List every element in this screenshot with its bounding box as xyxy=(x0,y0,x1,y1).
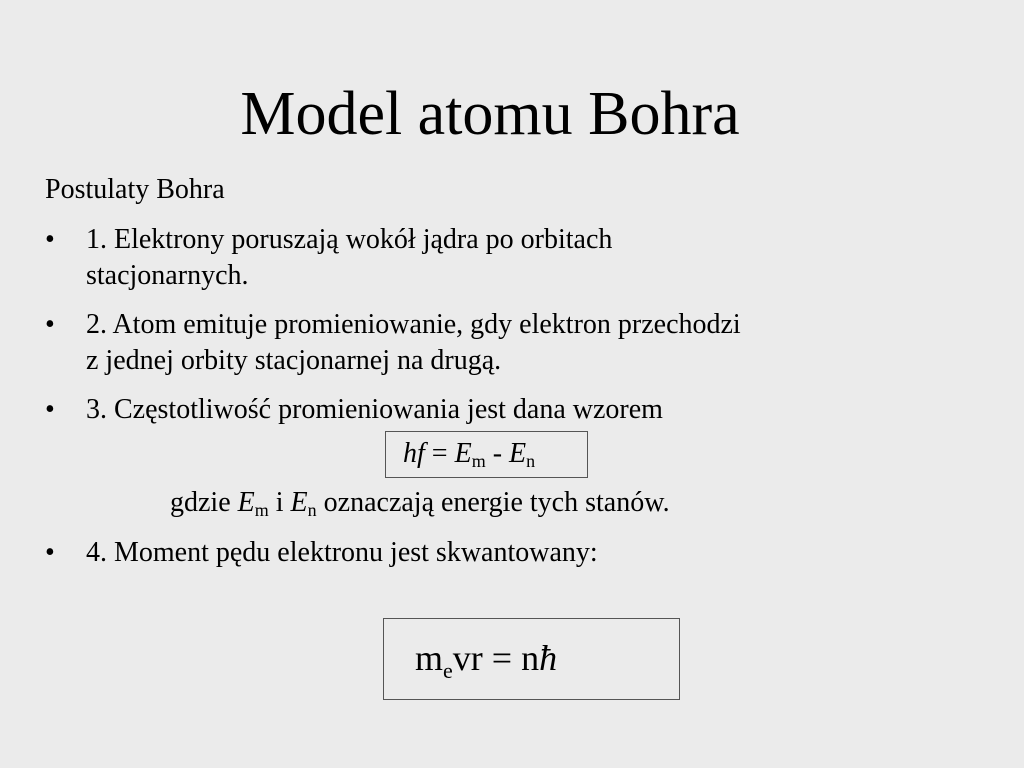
angular-momentum-formula-box xyxy=(383,618,680,700)
equals-sign: = xyxy=(424,438,455,469)
n-symbol: n xyxy=(521,638,540,678)
hf-term: hf xyxy=(403,438,425,469)
list-item-line: stacjonarnych. xyxy=(86,260,249,291)
list-item-line: 1. Elektrony poruszają wokół jądra po orbitach xyxy=(86,224,613,255)
hbar-symbol: ħ xyxy=(539,638,558,678)
list-item-line: 3. Częstotliwość promieniowania jest dana wzorem xyxy=(86,394,663,425)
energy-symbol: E xyxy=(454,438,472,469)
energy-formula-box xyxy=(385,431,588,478)
explanation-text: gdzie xyxy=(170,487,238,518)
subscript-e: e xyxy=(443,658,453,683)
explanation-text: oznaczają energie tych stanów. xyxy=(316,487,670,518)
energy-symbol: E xyxy=(509,438,527,469)
mass-symbol: m xyxy=(415,638,444,678)
subscript-m: m xyxy=(471,451,486,471)
equals-sign: = xyxy=(482,638,522,678)
list-item-line: z jednej orbity stacjonarnej na drugą. xyxy=(86,345,502,376)
formula-explanation xyxy=(170,486,670,520)
bullet-marker: • xyxy=(45,537,55,568)
bullet-marker: • xyxy=(45,309,55,340)
slide-title: Model atomu Bohra xyxy=(240,80,740,148)
bullet-marker: • xyxy=(45,224,55,255)
bullet-marker: • xyxy=(45,394,55,425)
list-item-text xyxy=(86,392,663,428)
minus-sign: - xyxy=(485,438,510,469)
energy-symbol: E xyxy=(290,487,308,518)
vr-term: vr xyxy=(452,638,483,678)
list-item-text xyxy=(86,307,741,379)
subscript-m: m xyxy=(254,500,269,520)
list-item-line: 4. Moment pędu elektronu jest skwantowany: xyxy=(86,537,598,568)
list-item-line: 2. Atom emituje promieniowanie, gdy elektron przechodzi xyxy=(86,309,741,340)
energy-symbol: E xyxy=(237,487,255,518)
list-item-text xyxy=(86,535,598,571)
postulates-heading: Postulaty Bohra xyxy=(45,174,225,205)
subscript-n: n xyxy=(307,500,317,520)
subscript-n: n xyxy=(526,451,536,471)
explanation-text: i xyxy=(268,487,291,518)
list-item-text xyxy=(86,222,612,294)
